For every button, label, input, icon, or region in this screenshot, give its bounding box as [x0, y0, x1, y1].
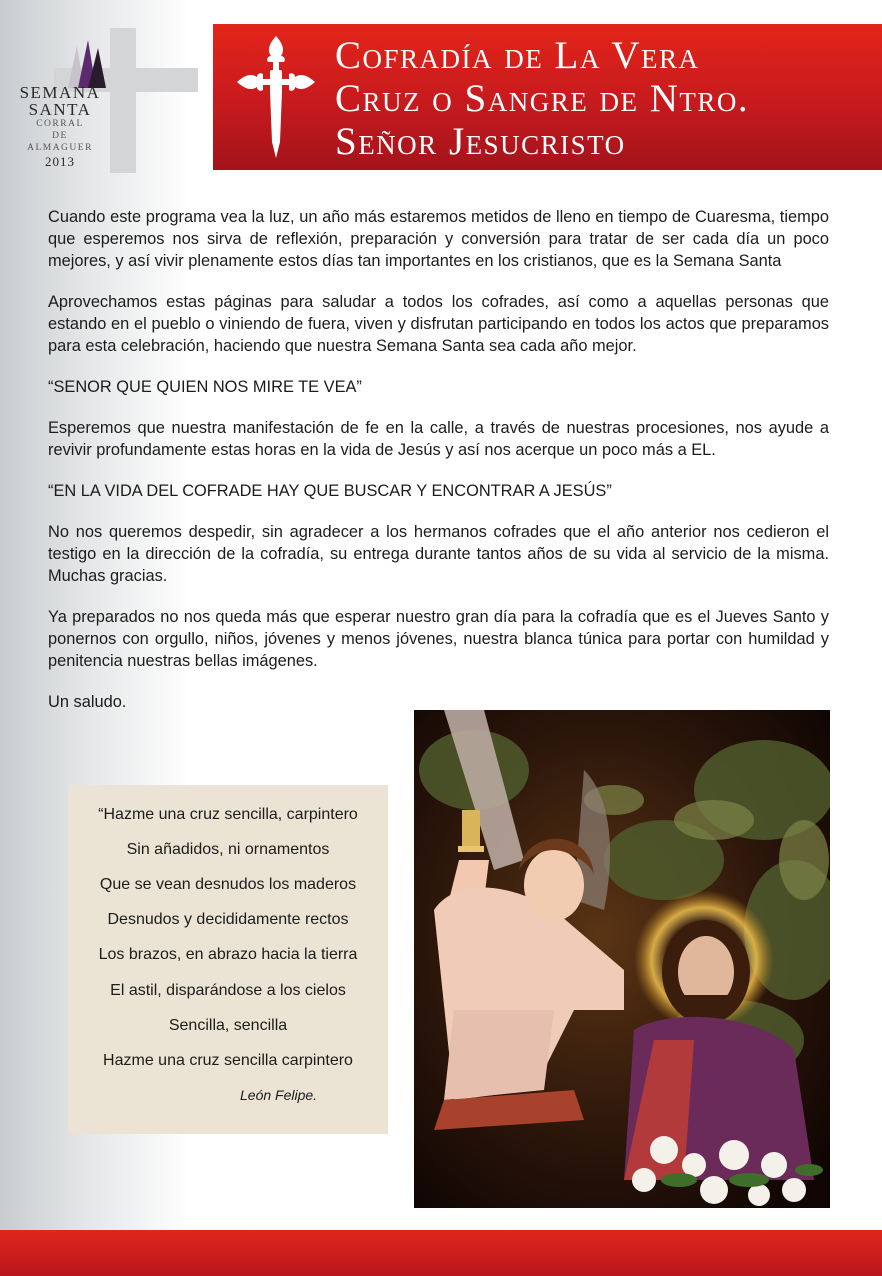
paragraph-1: Cuando este programa vea la luz, un año más estaremos metidos de lleno en tiempo de Cuaresma, tiempo que esperemos nos sirva de reflexión, preparación y conversión para tratar de ser cada día un poco mejores, y así vivir plenamente estos días tan importantes en los cristianos, que es la Semana Santa [48, 208, 829, 270]
poem-author: León Felipe. [240, 1087, 318, 1103]
logo-santa: SANTA [28, 100, 92, 119]
paragraph-4: No nos queremos despedir, sin agradecer a los hermanos cofrades que el año anterior nos cedieron el testigo en la dirección de la cofradía, su entrega durante tantos años de su vida al servicio de la misma. Muchas gracias. [48, 523, 829, 585]
closing-greeting: Un saludo. [48, 693, 127, 711]
logo-year: 2013 [45, 154, 75, 169]
footer-bar [0, 1230, 882, 1276]
logo-almaguer: ALMAGUER [27, 143, 93, 153]
semana-santa-logo [18, 22, 188, 172]
poem-line-8: Hazme una cruz sencilla carpintero [103, 1052, 353, 1069]
poem-line-4: Desnudos y decididamente rectos [107, 911, 349, 928]
title-line-1: Cofradía de La Vera [335, 34, 700, 77]
nazareno-hoods-icon [64, 40, 108, 88]
title-line-2: Cruz o Sangre de Ntro. [335, 77, 750, 120]
paragraph-2: Aprovechamos estas páginas para saludar a todos los cofrades, así como a aquellas personas que estando en el pueblo o viniendo de fuera, viven y disfrutan participando en todos los actos que preparamos para esta celebración, haciendo que nuestra Semana Santa sea cada año mejor. [48, 293, 829, 355]
logo-corral: CORRAL [36, 119, 84, 129]
poem-line-2: Sin añadidos, ni ornamentos [126, 841, 330, 858]
page-title [335, 34, 875, 163]
title-line-3: Señor Jesucristo [335, 120, 626, 163]
logo-semana: SEMANA [19, 83, 101, 102]
logo-text [18, 84, 102, 169]
quote-1: “SENOR QUE QUIEN NOS MIRE TE VEA” [48, 378, 362, 396]
photo-illustration [414, 710, 830, 1208]
santiago-cross-icon [233, 34, 319, 160]
paragraph-5: Ya preparados no nos queda más que esperar nuestro gran día para la cofradía que es el Jueves Santo y ponernos con orgullo, niños, jóvenes y menos jóvenes, nuestra blanca túnica para portar con humildad y penitencia nuestras bellas imágenes. [48, 608, 829, 670]
quote-2: “EN LA VIDA DEL COFRADE HAY QUE BUSCAR Y ENCONTRAR A JESÚS” [48, 482, 612, 500]
paragraph-3: Esperemos que nuestra manifestación de fe en la calle, a través de nuestras procesiones, nos ayude a revivir profundamente estas horas en la vida de Jesús y así nos acerque un poco más a EL. [48, 419, 829, 459]
poem-box [68, 785, 388, 1134]
poem-line-7: Sencilla, sencilla [168, 1017, 288, 1034]
header-banner [213, 24, 882, 170]
religious-statue-photo [414, 710, 830, 1208]
logo-cross-icon [110, 28, 136, 173]
body-text [48, 206, 829, 732]
logo-de: DE [52, 131, 68, 141]
poem-line-6: El astil, disparándose a los cielos [110, 982, 346, 999]
poem-line-5: Los brazos, en abrazo hacia la tierra [98, 946, 358, 963]
poem-line-1: “Hazme una cruz sencilla, carpintero [98, 806, 358, 823]
poem-line-3: Que se vean desnudos los maderos [99, 876, 357, 893]
